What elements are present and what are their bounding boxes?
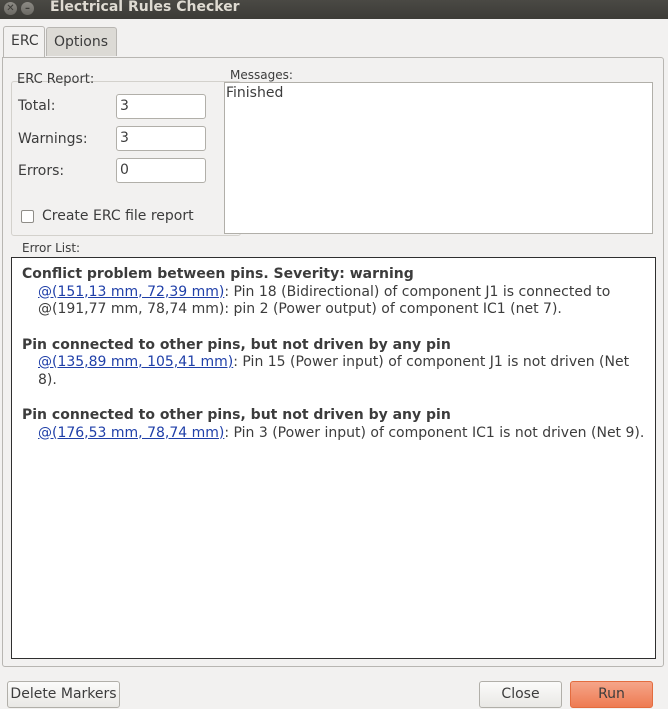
run-button[interactable]: Run	[570, 681, 653, 708]
error-item	[22, 407, 645, 442]
messages-label: Messages:	[230, 68, 293, 82]
close-window-icon[interactable]: ✕	[4, 2, 17, 15]
error-list[interactable]	[11, 257, 656, 659]
messages-box[interactable]	[224, 82, 653, 234]
tab-erc[interactable]: ERC	[3, 26, 45, 57]
create-report-checkbox[interactable]	[21, 210, 34, 223]
error-list-label: Error List:	[22, 241, 81, 255]
warnings-field[interactable]: 3	[116, 126, 206, 151]
window-title: Electrical Rules Checker	[50, 0, 240, 15]
messages-text: Finished	[226, 85, 284, 101]
close-button[interactable]: Close	[479, 681, 562, 708]
error-detail-line2: @(191,77 mm, 78,74 mm): pin 2 (Power output) of component IC1 (net 7).	[38, 301, 562, 317]
errors-field[interactable]: 0	[116, 158, 206, 183]
total-field[interactable]: 3	[116, 94, 206, 119]
error-detail-text: : Pin 18 (Bidirectional) of component J1 is connected to	[224, 283, 611, 300]
total-label: Total:	[18, 98, 56, 114]
error-detail	[22, 425, 645, 443]
tab-bar	[0, 20, 668, 58]
error-title: Pin connected to other pins, but not driven by any pin	[22, 336, 451, 353]
warnings-label: Warnings:	[18, 131, 88, 147]
erc-report-label: ERC Report:	[17, 72, 95, 87]
error-item	[22, 266, 645, 319]
error-location-link[interactable]: @(135,89 mm, 105,41 mm)	[38, 354, 234, 370]
error-detail	[22, 354, 645, 389]
tab-options[interactable]: Options	[46, 27, 117, 56]
delete-markers-button[interactable]: Delete Markers	[7, 681, 120, 708]
error-detail-text: : Pin 3 (Power input) of component IC1 is not driven (Net 9).	[224, 424, 645, 441]
error-detail-text: : Pin 15 (Power input) of component J1 is not driven (Net 8).	[38, 354, 630, 388]
title-bar	[0, 0, 668, 19]
minimize-window-icon[interactable]: –	[21, 2, 34, 15]
error-location-link[interactable]: @(151,13 mm, 72,39 mm)	[38, 283, 225, 300]
error-title: Conflict problem between pins. Severity: warning	[22, 266, 414, 282]
error-detail	[22, 284, 645, 302]
error-title: Pin connected to other pins, but not driven by any pin	[22, 407, 451, 423]
errors-label: Errors:	[18, 163, 65, 179]
error-item	[22, 337, 645, 390]
create-report-label[interactable]: Create ERC file report	[42, 208, 194, 224]
error-location-link[interactable]: @(176,53 mm, 78,74 mm)	[38, 424, 225, 441]
